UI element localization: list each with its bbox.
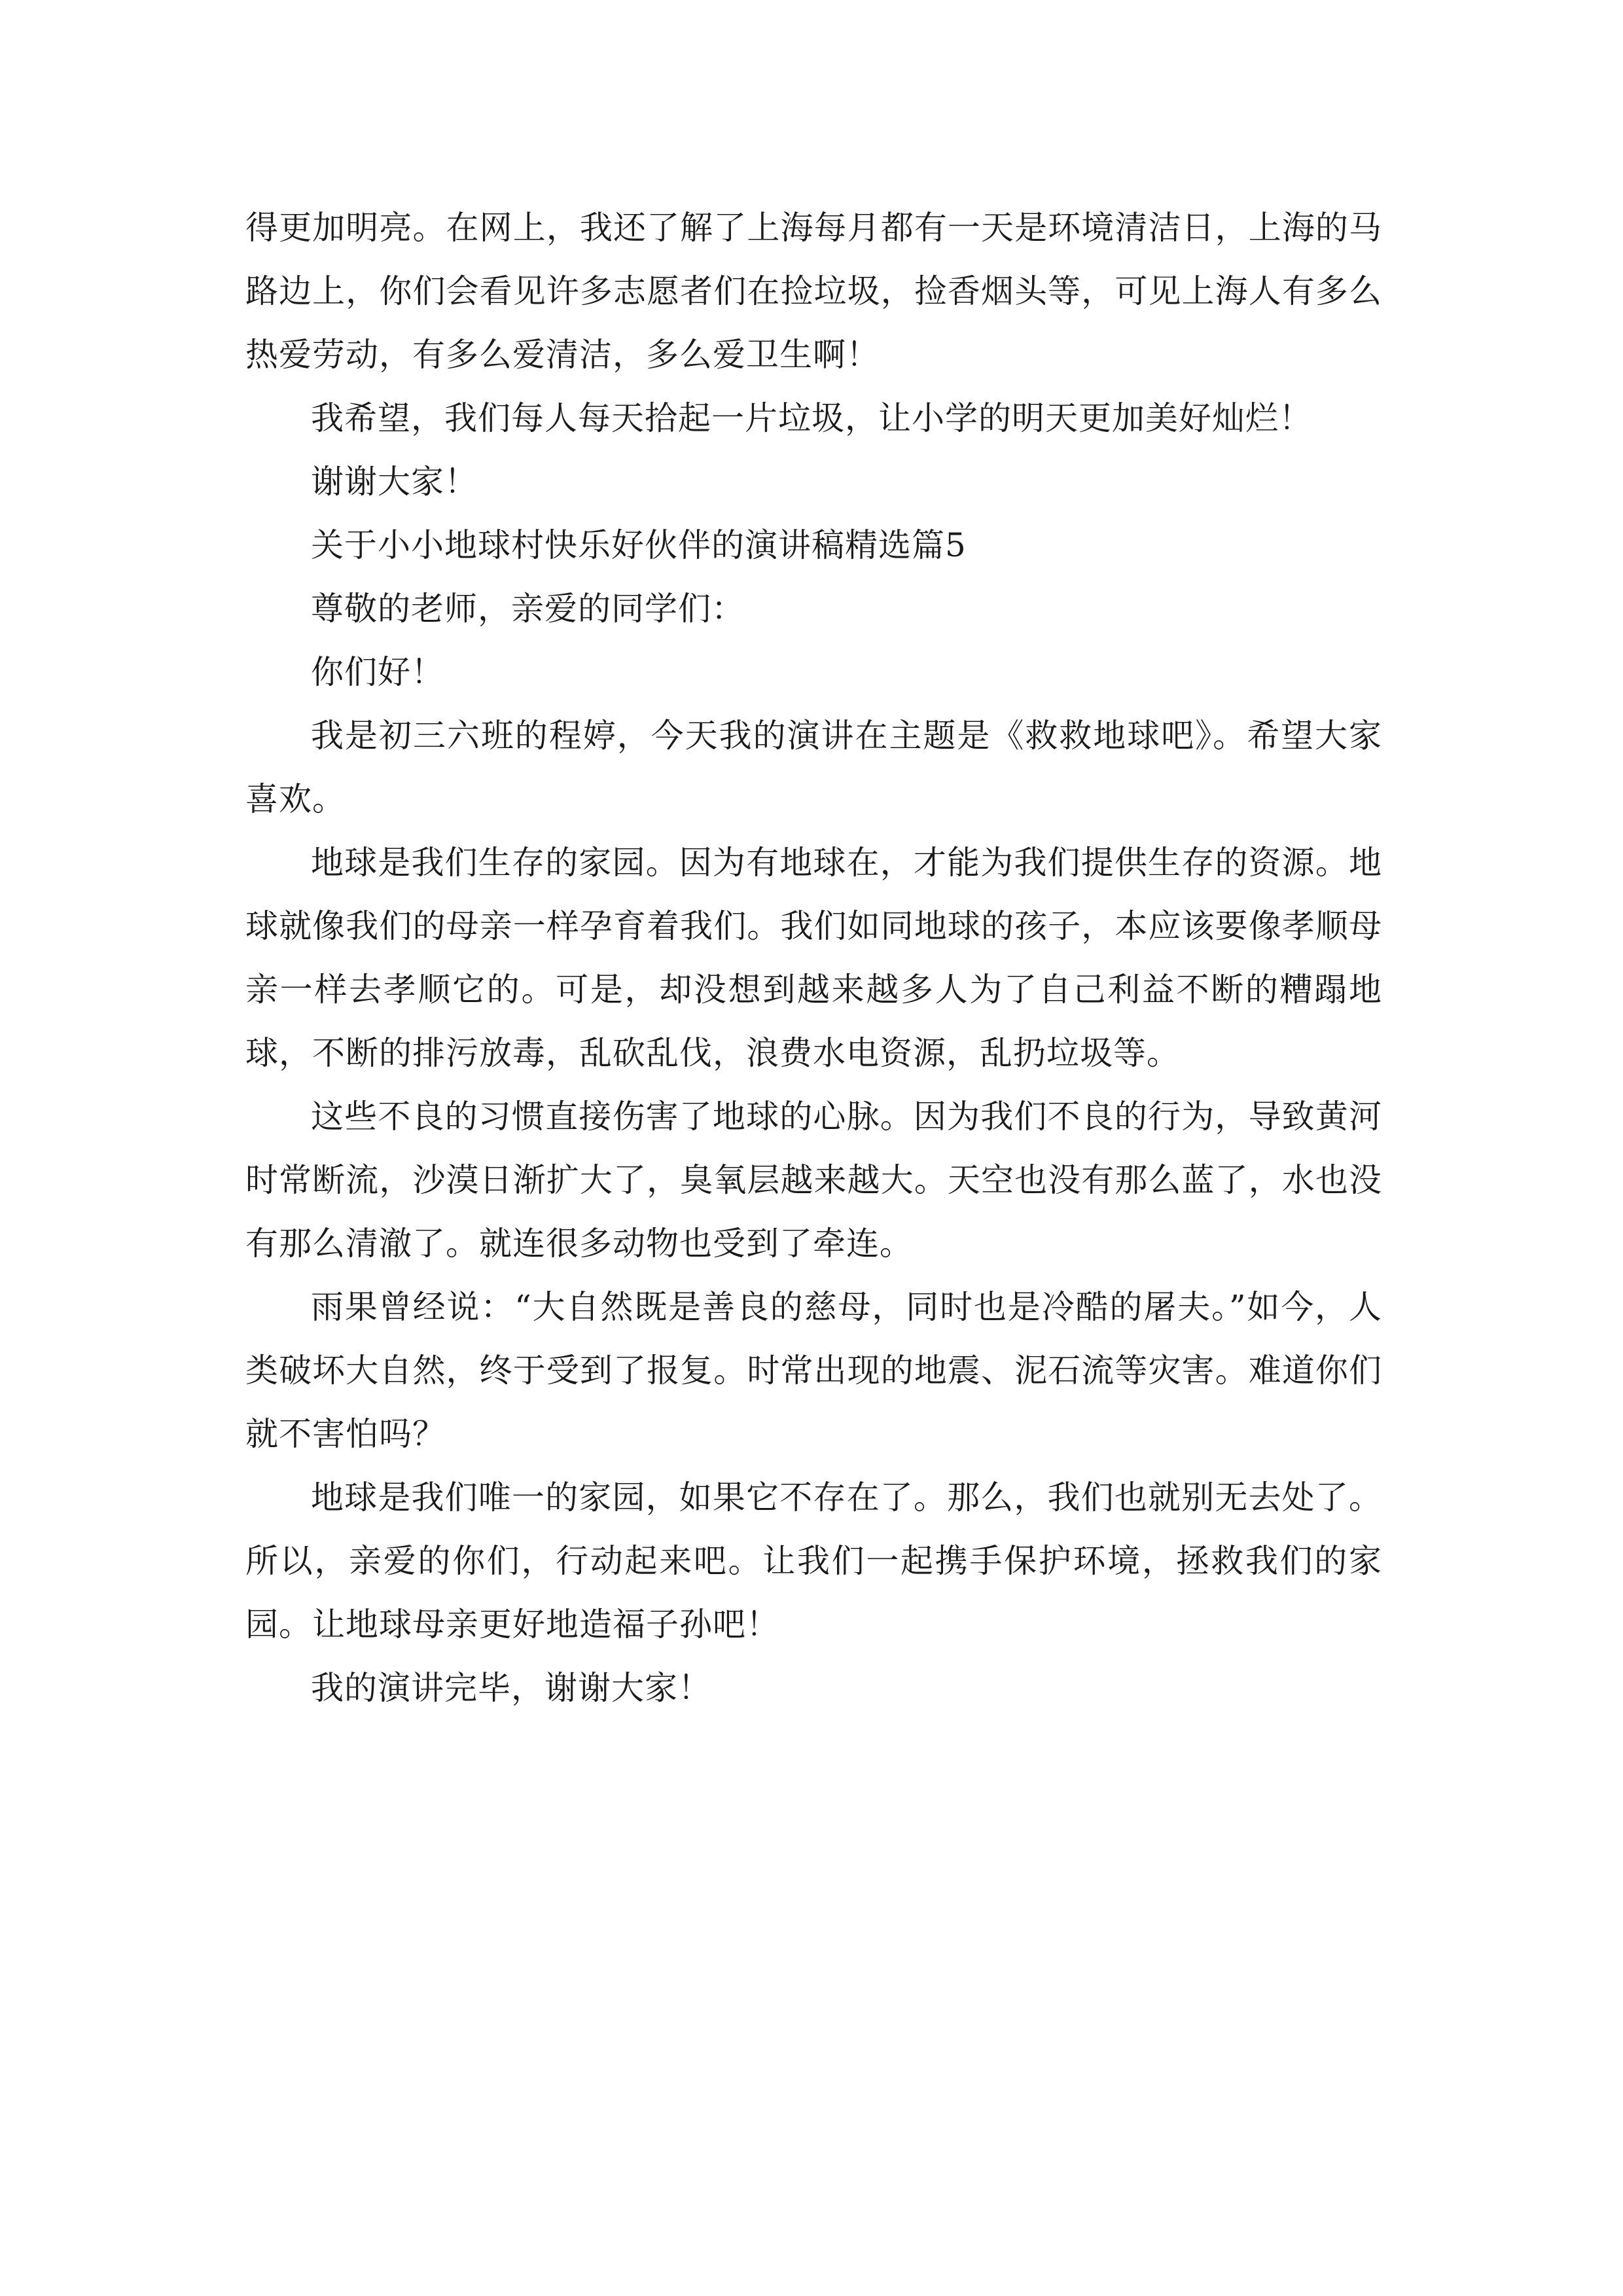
- section-heading: 关于小小地球村快乐好伙伴的演讲稿精选篇5: [311, 526, 967, 564]
- paragraph-body-2: 这些不良的习惯直接伤害了地球的心脉。因为我们不良的行为，导致黄河时常断流，沙漠日渐扩大了，臭氧层越来越大。天空也没有那么蓝了，水也没有那么清澈了。就连很多动物也受到了牵连。: [245, 1098, 1382, 1263]
- paragraph-closing: 我的演讲完毕，谢谢大家！: [311, 1669, 711, 1707]
- paragraph-body-1: 地球是我们生存的家园。因为有地球在，才能为我们提供生存的资源。地球就像我们的母亲一样孕育着我们。我们如同地球的孩子，本应该要像孝顺母亲一样去孝顺它的。可是，却没想到越来越多人为了自己利益不断的糟蹋地球，不断的排污放毒，乱砍乱伐，浪费水电资源，乱扔垃圾等。: [245, 844, 1382, 1072]
- document-body: [245, 196, 1382, 1720]
- paragraph-salutation: 尊敬的老师，亲爱的同学们：: [311, 590, 745, 628]
- paragraph-greeting: 你们好！: [311, 653, 444, 691]
- paragraph-body-3: 雨果曾经说：“大自然既是善良的慈母，同时也是冷酷的屠夫。”如今，人类破坏大自然，终于受到了报复。时常出现的地震、泥石流等灾害。难道你们就不害怕吗？: [245, 1288, 1382, 1453]
- paragraph-continuation: 得更加明亮。在网上，我还了解了上海每月都有一天是环境清洁日，上海的马路边上，你们会看见许多志愿者们在捡垃圾，捡香烟头等，可见上海人有多么热爱劳动，有多么爱清洁，多么爱卫生啊！: [245, 209, 1382, 374]
- paragraph-body-4: 地球是我们唯一的家园，如果它不存在了。那么，我们也就别无去处了。所以，亲爱的你们，行动起来吧。让我们一起携手保护环境，拯救我们的家园。让地球母亲更好地造福子孙吧！: [245, 1479, 1382, 1643]
- paragraph-intro: 我是初三六班的程婷，今天我的演讲在主题是《救救地球吧》。希望大家喜欢。: [245, 717, 1382, 818]
- paragraph-thanks: 谢谢大家！: [311, 463, 478, 501]
- paragraph-hope: 我希望，我们每人每天拾起一片垃圾，让小学的明天更加美好灿烂！: [311, 399, 1312, 437]
